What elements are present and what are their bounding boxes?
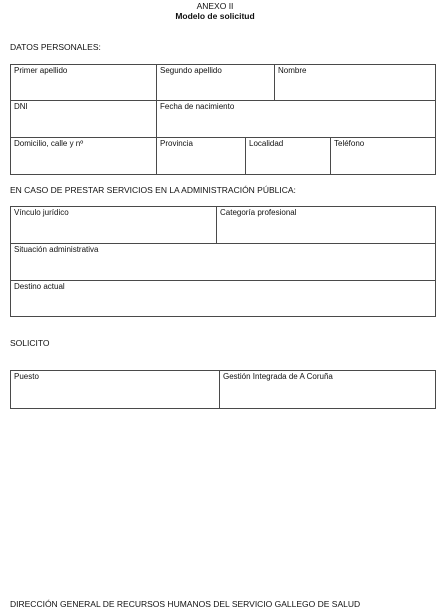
field-nombre[interactable] xyxy=(275,65,436,101)
field-localidad[interactable] xyxy=(246,138,331,175)
label-categoria-profesional: Categoría profesional xyxy=(220,208,297,217)
administracion-heading: EN CASO DE PRESTAR SERVICIOS EN LA ADMINISTRACIÓN PÚBLICA: xyxy=(10,185,296,195)
annex-title: ANEXO II xyxy=(196,1,234,11)
label-localidad: Localidad xyxy=(249,139,284,148)
field-domicilio[interactable] xyxy=(11,138,157,175)
form-subtitle: Modelo de solicitud xyxy=(175,11,255,21)
field-segundo-apellido[interactable] xyxy=(157,65,275,101)
datos-personales-table xyxy=(10,64,436,175)
field-destino-actual[interactable] xyxy=(11,281,436,317)
label-provincia: Provincia xyxy=(160,139,193,148)
field-gestion-integrada[interactable] xyxy=(220,371,436,409)
label-puesto: Puesto xyxy=(14,372,39,381)
field-puesto[interactable] xyxy=(11,371,220,409)
field-fecha-nacimiento[interactable] xyxy=(157,101,436,138)
field-dni[interactable] xyxy=(11,101,157,138)
label-telefono: Teléfono xyxy=(334,139,365,148)
solicito-heading: SOLICITO xyxy=(10,338,50,348)
field-categoria-profesional[interactable] xyxy=(217,207,436,244)
label-destino-actual: Destino actual xyxy=(14,282,65,291)
field-provincia[interactable] xyxy=(157,138,246,175)
administracion-table xyxy=(10,206,436,317)
label-dni: DNI xyxy=(14,102,28,111)
label-nombre: Nombre xyxy=(278,66,307,75)
field-situacion-administrativa[interactable] xyxy=(11,244,436,281)
label-domicilio: Domicilio, calle y nº xyxy=(14,139,84,148)
label-fecha-nacimiento: Fecha de nacimiento xyxy=(160,102,235,111)
datos-personales-heading: DATOS PERSONALES: xyxy=(10,42,101,52)
field-primer-apellido[interactable] xyxy=(11,65,157,101)
label-primer-apellido: Primer apellido xyxy=(14,66,68,75)
field-telefono[interactable] xyxy=(331,138,436,175)
label-situacion-administrativa: Situación administrativa xyxy=(14,245,99,254)
value-gestion-integrada: Gestión Integrada de A Coruña xyxy=(223,372,333,381)
solicito-table xyxy=(10,370,436,409)
label-vinculo-juridico: Vínculo jurídico xyxy=(14,208,69,217)
footer-addressee: DIRECCIÓN GENERAL DE RECURSOS HUMANOS DEL SERVICIO GALLEGO DE SALUD xyxy=(10,599,361,609)
label-segundo-apellido: Segundo apellido xyxy=(160,66,222,75)
field-vinculo-juridico[interactable] xyxy=(11,207,217,244)
